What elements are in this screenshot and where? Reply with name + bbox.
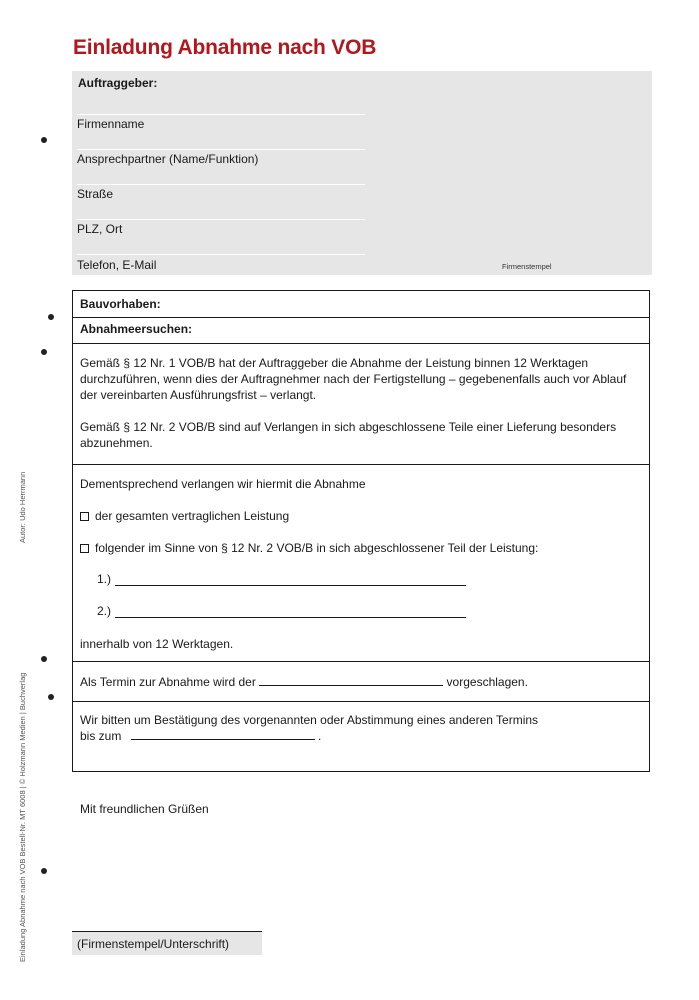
item-2-number: 2.)	[97, 604, 112, 618]
partial-item-1	[97, 572, 466, 586]
deadline-text: innerhalb von 12 Werktagen.	[80, 637, 234, 651]
project-row[interactable]	[73, 291, 649, 318]
appointment-text	[80, 674, 639, 690]
punch-hole	[41, 868, 47, 874]
publisher-note: Einladung Abnahme nach VOB Bestell-Nr. MT 6008 | © Holzmann Medien | Buchverlag	[18, 672, 27, 962]
signature-label: (Firmenstempel/Unterschrift)	[77, 937, 230, 951]
signature-box[interactable]	[72, 931, 262, 955]
checkbox[interactable]	[80, 512, 89, 521]
appointment-section	[73, 661, 649, 702]
confirmation-until: bis zum	[80, 729, 122, 743]
contact-person-line[interactable]	[77, 149, 365, 150]
request-paragraph-2: Gemäß § 12 Nr. 2 VOB/B sind auf Verlangen in sich abgeschlossene Teile einer Lieferung besonders abzunehmen.	[80, 420, 617, 450]
contact-person-label: Ansprechpartner (Name/Funktion)	[77, 152, 259, 166]
zip-city-label: PLZ, Ort	[77, 222, 123, 236]
option-partial-performance[interactable]	[80, 541, 538, 555]
request-label: Abnahmeersuchen:	[80, 322, 193, 336]
confirmation-line-1: Wir bitten um Bestätigung des vorgenannten oder Abstimmung eines anderen Termins	[80, 713, 539, 727]
appointment-before: Als Termin zur Abnahme wird der	[80, 675, 256, 689]
street-label: Straße	[77, 187, 114, 201]
option-full-performance-label: der gesamten vertraglichen Leistung	[95, 509, 290, 523]
closing-greeting: Mit freundlichen Grüßen	[80, 802, 209, 816]
option-partial-performance-label: folgender im Sinne von § 12 Nr. 2 VOB/B in sich abgeschlossener Teil der Leistung:	[95, 541, 539, 555]
client-heading: Auftraggeber:	[78, 76, 158, 90]
punch-hole	[48, 314, 54, 320]
partial-item-2	[97, 604, 466, 618]
demand-section	[73, 464, 649, 662]
option-full-performance[interactable]	[80, 509, 289, 523]
punch-hole	[48, 694, 54, 700]
author-note: Autor: Udo Herrmann	[18, 471, 27, 543]
punch-hole	[41, 656, 47, 662]
confirmation-line-2	[80, 728, 639, 744]
punch-hole	[41, 349, 47, 355]
company-stamp-label: Firmenstempel	[502, 262, 552, 271]
item-1-blank[interactable]	[115, 574, 466, 586]
client-section	[72, 71, 652, 275]
appointment-date-blank[interactable]	[259, 674, 443, 686]
company-name-label: Firmenname	[77, 117, 145, 131]
street-line[interactable]	[77, 184, 365, 185]
demand-intro: Dementsprechend verlangen wir hiermit die Abnahme	[80, 477, 366, 491]
request-paragraph-1: Gemäß § 12 Nr. 1 VOB/B hat der Auftraggeber die Abnahme der Leistung binnen 12 Werktagen durchzuführen, wenn dies der Auftragnehmer nach der Fertigstellung – gegebenenfalls auch vor Ablauf der vereinbarten Ausführungsfrist – verlangt.	[80, 356, 627, 402]
checkbox[interactable]	[80, 544, 89, 553]
confirmation-period: .	[318, 729, 322, 743]
request-text-section	[73, 343, 649, 465]
appointment-after: vorgeschlagen.	[446, 675, 528, 689]
confirmation-section	[73, 701, 649, 771]
project-label: Bauvorhaben:	[80, 297, 161, 311]
punch-hole	[41, 137, 47, 143]
acceptance-form	[72, 290, 650, 772]
zip-city-line[interactable]	[77, 219, 365, 220]
page-title: Einladung Abnahme nach VOB	[73, 36, 377, 59]
request-label-row	[73, 317, 649, 344]
item-1-number: 1.)	[97, 572, 112, 586]
confirmation-date-blank[interactable]	[131, 728, 315, 740]
phone-email-label: Telefon, E-Mail	[77, 258, 157, 272]
item-2-blank[interactable]	[115, 606, 466, 618]
company-name-line[interactable]	[77, 114, 365, 115]
phone-email-line[interactable]	[77, 254, 365, 255]
